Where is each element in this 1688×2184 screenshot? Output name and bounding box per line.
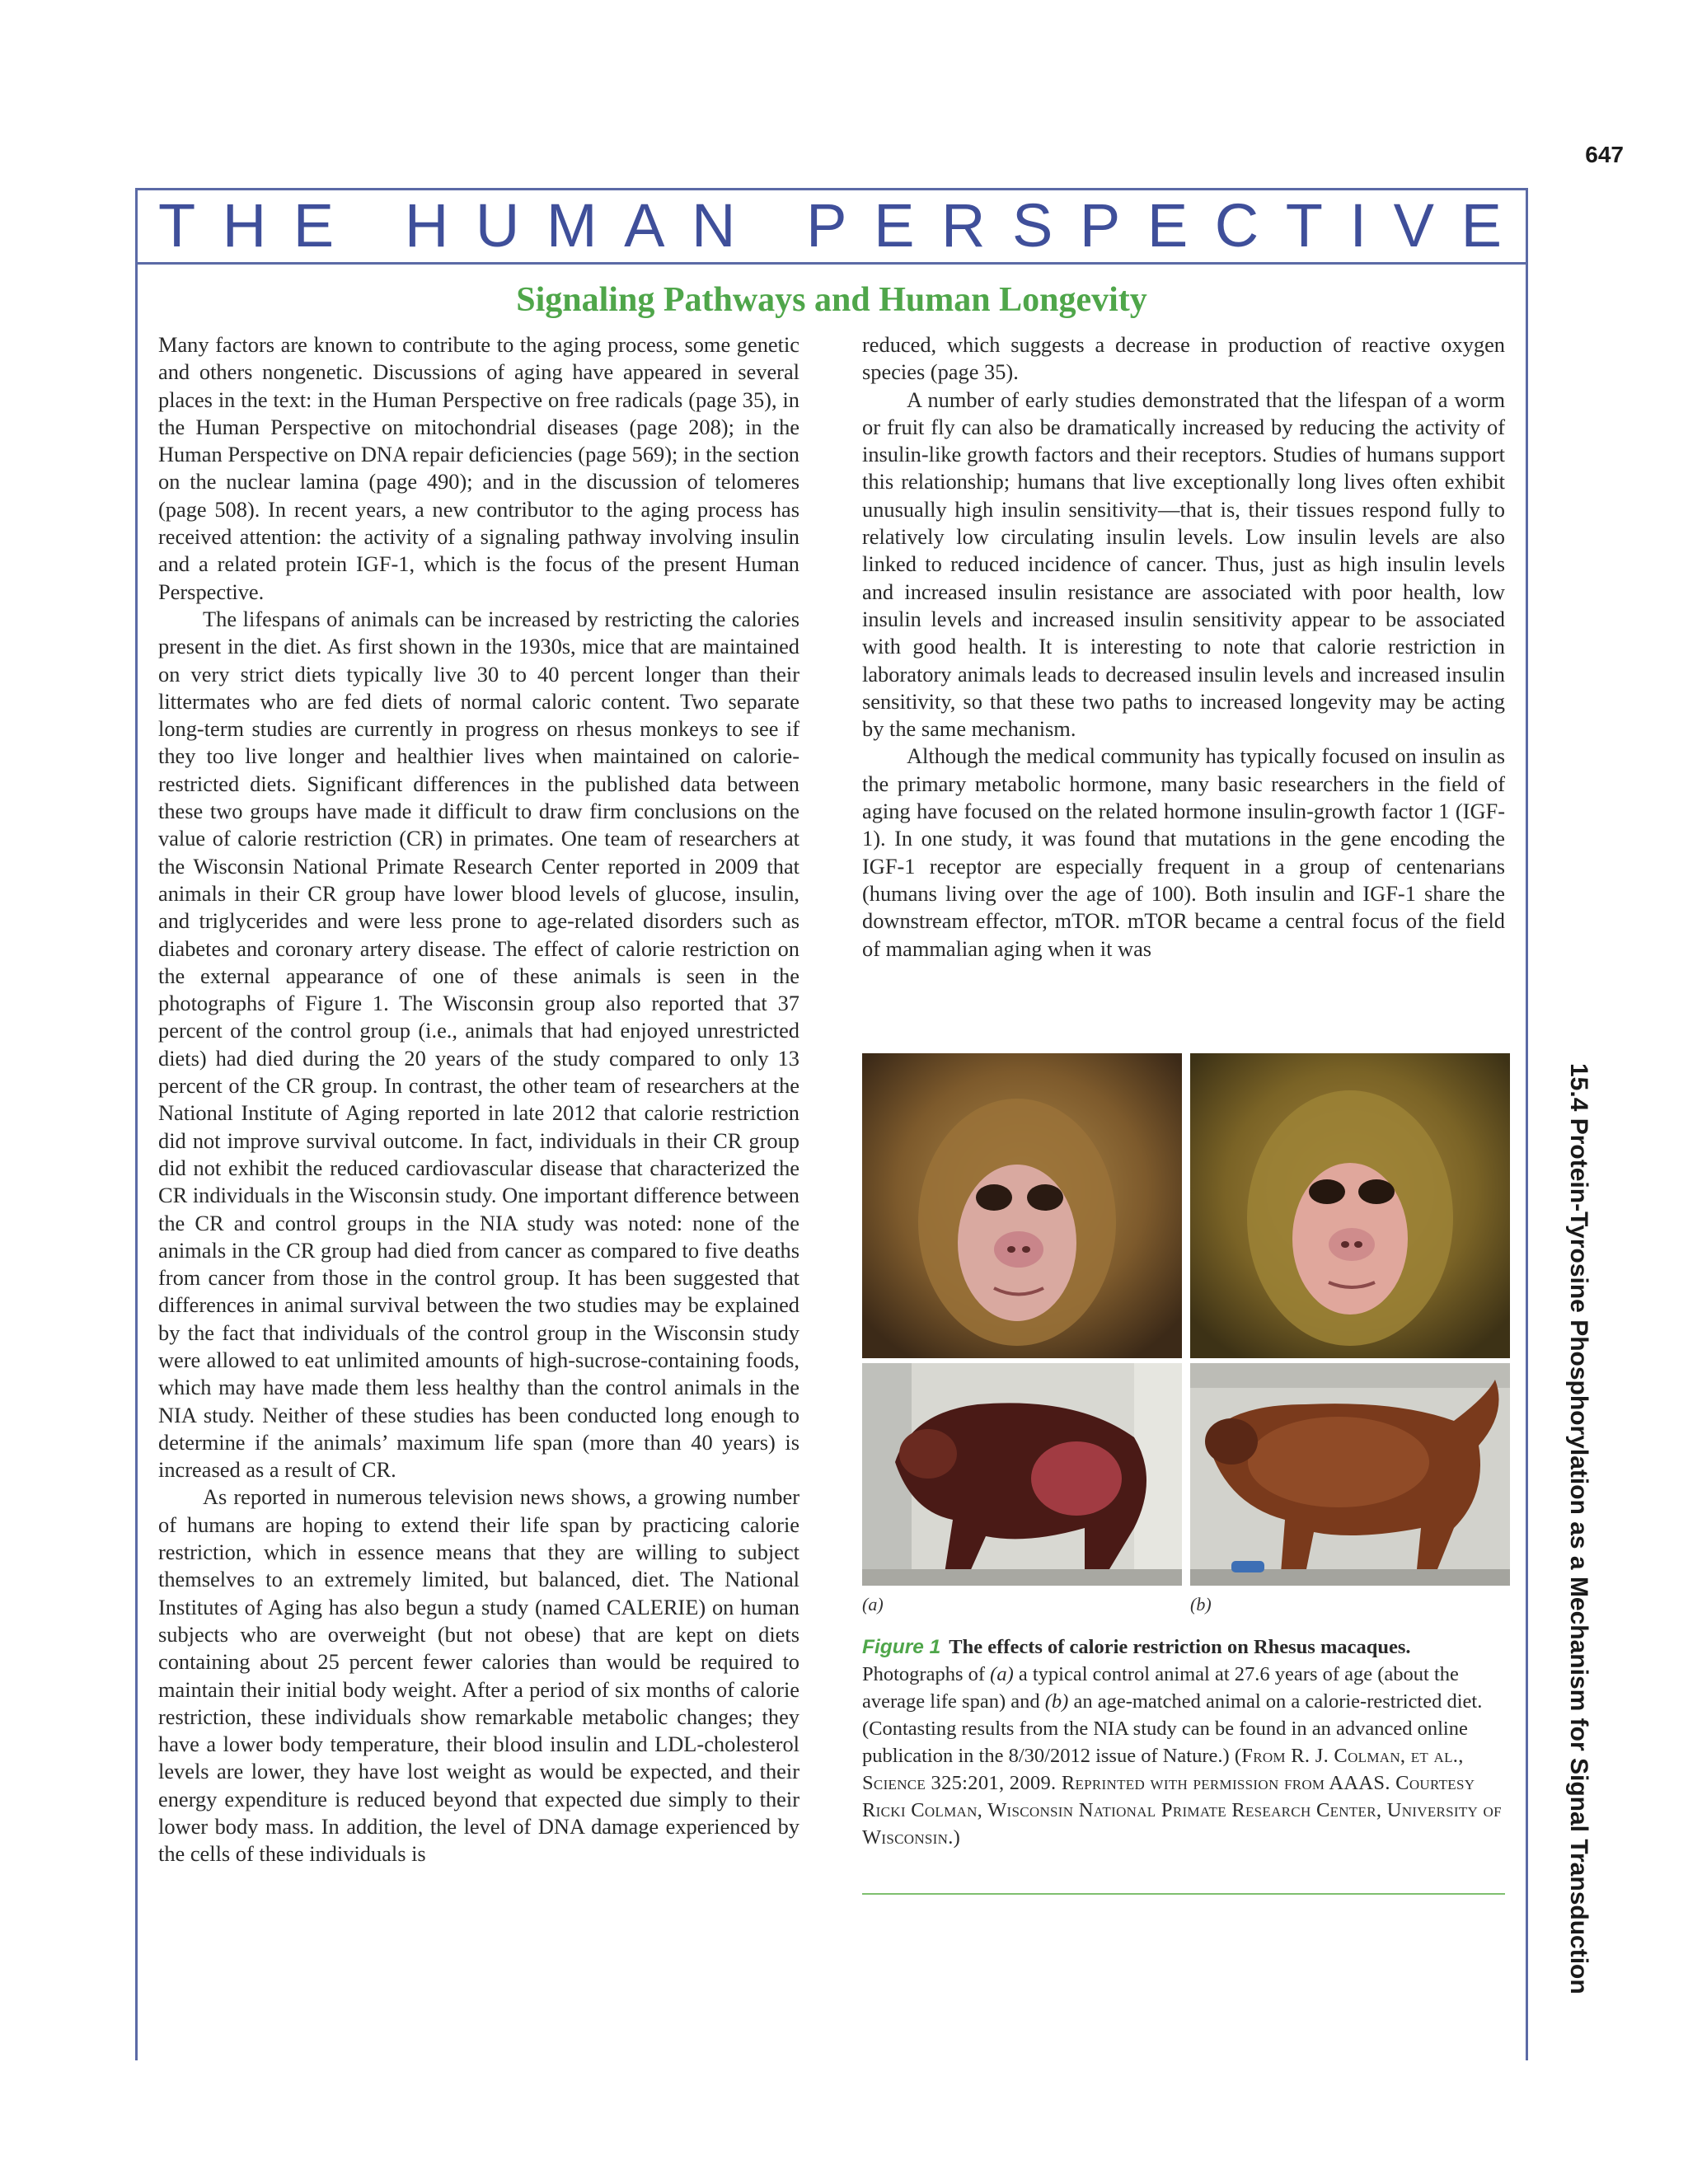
frame-left-border xyxy=(135,188,138,2060)
banner-letter: P xyxy=(1079,191,1121,260)
section-banner xyxy=(138,191,1525,260)
banner-letter: H xyxy=(404,191,449,260)
banner-bottom-rule xyxy=(135,262,1528,265)
banner-letter: R xyxy=(940,191,986,260)
caption-text: an age-matched animal on a calorie-restricted diet. (Contasting results from the NIA study can be found in an advanced online publication in the 8/30/2012 issue of Nature.) xyxy=(862,1690,1483,1767)
caption-credit: (From R. J. Colman, et al., Science 325:201, 2009. Reprinted with permission from AAAS. Courtesy Ricki Colman, Wisconsin National Primate Research Center, University of Wisconsin.) xyxy=(862,1745,1502,1849)
caption-text: a typical control animal at 27.6 years of age (about the average life span) and xyxy=(862,1663,1459,1713)
panel-label-b: (b) xyxy=(1190,1594,1212,1615)
banner-letter: U xyxy=(475,191,520,260)
photo-cr-face xyxy=(1190,1053,1510,1358)
caption-rule xyxy=(862,1893,1505,1895)
paragraph: As reported in numerous television news shows, a growing number of humans are hoping to extend their life span by practicing calorie restriction, which in essence means that they are willing to subject themselves to an extremely limited, but balanced, diet. The National Institutes of Aging has also begun a study (named CALERIE) on human subjects who are overweight (but not obese) that are kept on diets containing about 25 percent fewer calories than would be required to maintain their initial body weight. After a period of six months of calorie restriction, these individuals show remarkable metabolic changes; they have a lower body temperature, their blood insulin and LDL-cholesterol levels are lower, they have lost weight as would be expected, and their energy expenditure is reduced beyond that expected due simply to their lower body mass. In addition, the level of DNA damage experienced by the cells of these individuals is xyxy=(158,1484,799,1867)
paragraph: The lifespans of animals can be increased by restricting the calories present in the diet. As first shown in the 1930s, mice that are maintained on very strict diets typically live 30 to 40 percent longer than their littermates who are fed diets of normal caloric content. Two separate long-term studies are currently in progress on rhesus monkeys to see if they too live longer and healthier lives when maintained on calorie-restricted diets. Significant differences in the published data between these two groups have made it difficult to draw firm conclusions on the value of calorie restriction (CR) in primates. One team of researchers at the Wisconsin National Primate Research Center reported in 2009 that animals in their CR group have lower blood levels of glucose, insulin, and triglycerides and were less prone to age-related disorders such as diabetes and coronary artery disease. The effect of calorie restriction on the external appearance of one of these animals is seen in the photographs of Figure 1. The Wisconsin group also reported that 37 percent of the control group (i.e., animals that had enjoyed unrestricted diets) had died during the 20 years of the study compared to only 13 percent of the CR group. In contrast, the other team of researchers at the National Institute of Aging reported in late 2012 that calorie restriction did not improve survival outcome. In fact, individuals in their CR group did not exhibit the reduced cardiovascular disease that characterized the CR individuals in the Wisconsin study. One important difference between the CR and control groups in the NIA study was noted: none of the animals in the CR group had died from cancer as compared to five deaths from cancer from those in the control group. It has been suggested that differences in animal survival between the two studies may be explained by the fact that individuals of the control group in the Wisconsin study were allowed to eat unlimited amounts of high-sucrose-containing foods, which may have made them less healthy than the control animals in the NIA study. Neither of these studies has been conducted long enough to determine if the animals’ maximum life span (more than 40 years) is increased as a result of CR. xyxy=(158,606,799,1483)
photo-control-body xyxy=(862,1363,1182,1586)
banner-letter: V xyxy=(1393,191,1435,260)
caption-ref-b: (b) xyxy=(1044,1690,1069,1713)
article-title: Signaling Pathways and Human Longevity xyxy=(516,281,1147,319)
banner-letter: E xyxy=(1146,191,1189,260)
banner-letter: C xyxy=(1214,191,1259,260)
banner-letter: E xyxy=(1461,191,1502,260)
panel-label-a: (a) xyxy=(862,1594,884,1615)
figure-caption xyxy=(862,1633,1505,1851)
figure-label: Figure 1 xyxy=(862,1636,941,1658)
banner-letter: N xyxy=(692,191,736,260)
frame-right-border xyxy=(1526,188,1528,2060)
banner-letter: E xyxy=(293,191,335,260)
banner-letter: M xyxy=(546,191,598,260)
frame-top-border xyxy=(135,188,1528,190)
banner-letter: S xyxy=(1012,191,1053,260)
paragraph: Although the medical community has typically focused on insulin as the primary metabolic hormone, many basic researchers in the field of aging have focused on the related hormone insulin-growth factor 1 (IGF-1). In one study, it was found that mutations in the gene encoding the IGF-1 receptor are especially frequent in a group of centenarians (humans living over the age of 100). Both insulin and IGF-1 share the downstream effector, mTOR. mTOR became a central focus of the field of mammalian aging when it was xyxy=(862,743,1505,961)
left-column xyxy=(158,331,799,1868)
banner-letter: P xyxy=(806,191,847,260)
figure-title: The effects of calorie restriction on Rhesus macaques. xyxy=(949,1636,1411,1658)
banner-letter: A xyxy=(624,191,665,260)
banner-letter: H xyxy=(222,191,267,260)
right-column xyxy=(862,331,1505,963)
figure-photos xyxy=(862,1053,1505,1586)
caption-text: Photographs of xyxy=(862,1663,991,1685)
paragraph: Many factors are known to contribute to the aging process, some genetic and others nongenetic. Discussions of aging have appeared in several places in the text: in the Human Perspective on free radicals (page 35), in the Human Perspective on mitochondrial diseases (page 208); in the Human Perspective on DNA repair deficiencies (page 569); in the section on the nuclear lamina (page 490); and in the discussion of telomeres (page 508). In recent years, a new contributor to the aging process has received attention: the activity of a signaling pathway involving insulin and a related protein IGF-1, which is the focus of the present Human Perspective. xyxy=(158,332,799,604)
banner-word-gap xyxy=(762,195,780,256)
running-head: 15.4 Protein-Tyrosine Phosphorylation as a Mechanism for Signal Transduction xyxy=(1565,1063,1592,1994)
photo-control-face xyxy=(862,1053,1182,1358)
caption-ref-a: (a) xyxy=(990,1663,1014,1685)
paragraph: reduced, which suggests a decrease in production of reactive oxygen species (page 35). xyxy=(862,332,1505,385)
paragraph: A number of early studies demonstrated that the lifespan of a worm or fruit fly can also be dramatically increased by reducing the activity of insulin-like growth factors and their receptors. Studies of humans support this relationship; humans that live exceptionally long lives often exhibit unusually high insulin sensitivity—that is, their tissues respond fully to relatively low circulating insulin levels. Low insulin levels are also linked to reduced incidence of cancer. Thus, just as high insulin levels and increased insulin resistance are associated with poor health, low insulin levels and increased insulin sensitivity appear to be associated with good health. It is interesting to note that calorie restriction in laboratory animals leads to decreased insulin levels and increased insulin sensitivity, so that these two paths to increased longevity may be acting by the same mechanism. xyxy=(862,387,1505,742)
photo-cr-body xyxy=(1190,1363,1510,1586)
banner-word-gap xyxy=(361,195,378,256)
banner-letter: T xyxy=(158,191,196,260)
banner-letter: I xyxy=(1349,191,1367,260)
banner-letter: T xyxy=(1285,191,1323,260)
banner-letter: E xyxy=(874,191,915,260)
page-number: 647 xyxy=(1585,142,1624,167)
